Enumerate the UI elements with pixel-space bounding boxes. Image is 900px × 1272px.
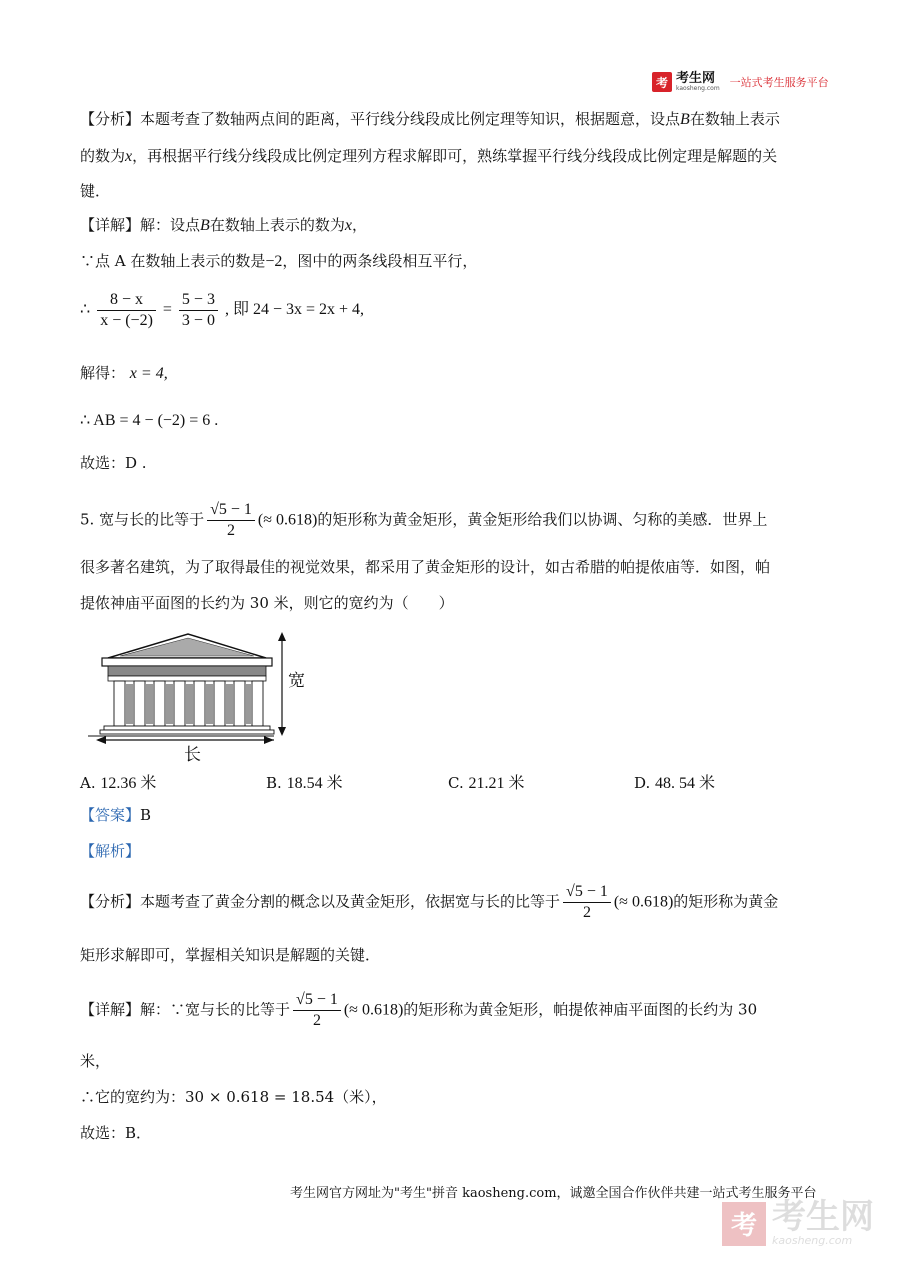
because-tail: ，图中的两条线段相互平行， bbox=[282, 252, 478, 270]
equation-line bbox=[80, 290, 364, 331]
answer-value: B bbox=[140, 806, 152, 824]
golden-fraction-numerator: √5 − 1 bbox=[207, 500, 255, 521]
prev-analysis-line-1 bbox=[80, 108, 780, 131]
solution-detail-line-2: 米， bbox=[80, 1052, 111, 1070]
golden-approx: (≈ 0.618) bbox=[343, 1001, 404, 1019]
because-text: ∵点 A 在数轴上表示的数是 bbox=[80, 252, 266, 270]
solution-analysis-line-2: 矩形求解即可，掌握相关知识是解题的关键． bbox=[80, 946, 381, 964]
footer-text: 考生网官方网址为"考生"拼音 kaosheng.com，诚邀全国合作伙伴共建一站式考生服务平台 bbox=[290, 1186, 817, 1201]
logo-mark-icon: 考 bbox=[652, 72, 672, 92]
solve-value: x = 4, bbox=[129, 365, 168, 382]
solution-analysis-line-1 bbox=[80, 882, 778, 923]
prev-detail-text-c: ， bbox=[351, 216, 367, 234]
option-d[interactable] bbox=[634, 770, 715, 793]
solution-detail-line-1 bbox=[80, 990, 757, 1031]
prev-analysis-text-1: 本题考查了数轴两点间的距离，平行线分线段成比例定理等知识，根据题意，设点 bbox=[140, 110, 681, 128]
watermark-url: kaosheng.com bbox=[772, 1234, 853, 1247]
cornice bbox=[102, 658, 272, 666]
option-value: 18.54 米 bbox=[286, 775, 343, 792]
question-line-1 bbox=[80, 500, 767, 541]
watermark bbox=[722, 1197, 874, 1247]
solution-detail-text-b: 的矩形称为黄金矩形，帕提侬神庙平面图的长约为 30 bbox=[403, 1000, 758, 1019]
solution-analysis-tag: 【分析】 bbox=[80, 892, 141, 911]
option-value: 12.36 米 bbox=[100, 775, 157, 792]
frieze bbox=[108, 666, 266, 676]
fraction-left-denominator: x − (−2) bbox=[100, 312, 153, 329]
golden-approx: (≈ 0.618) bbox=[257, 511, 318, 529]
prev-analysis-line-2 bbox=[80, 145, 777, 168]
prev-detail-text-b: 在数轴上表示的数为 bbox=[209, 216, 345, 234]
watermark-name: 考生网 bbox=[772, 1197, 874, 1237]
golden-fraction-numerator: √5 − 1 bbox=[293, 990, 341, 1011]
option-b[interactable] bbox=[266, 770, 343, 793]
stylobate bbox=[104, 726, 270, 730]
var-b: B bbox=[200, 217, 210, 234]
option-letter: B. bbox=[266, 774, 282, 792]
parthenon-figure bbox=[88, 628, 318, 764]
watermark-logo-icon: 考 bbox=[722, 1202, 766, 1246]
watermark-text-block bbox=[772, 1197, 874, 1247]
because-value: −2 bbox=[265, 253, 283, 270]
prev-analysis-text-2b: ，再根据平行线分线段成比例定理列方程求解即可，熟练掌握平行线分线段成比例定理是解题的关 bbox=[132, 147, 778, 165]
option-letter: D. bbox=[634, 774, 651, 792]
golden-fraction-denominator: 2 bbox=[312, 1012, 321, 1029]
golden-fraction bbox=[563, 882, 611, 923]
prev-analysis-tag: 【分析】 bbox=[80, 110, 141, 128]
header-logo bbox=[652, 72, 829, 92]
solve-label: 解得： bbox=[80, 364, 126, 382]
golden-fraction bbox=[293, 990, 341, 1031]
var-x: x bbox=[125, 148, 133, 165]
solution-analysis-text-a: 本题考查了黄金分割的概念以及黄金矩形，依据宽与长的比等于 bbox=[140, 892, 561, 911]
logo-text-block bbox=[676, 72, 720, 92]
question-line-3: 提侬神庙平面图的长约为 30 米，则它的宽约为（ ） bbox=[80, 594, 454, 612]
fraction-right bbox=[179, 290, 218, 331]
equals-sign: = bbox=[162, 301, 172, 319]
prev-analysis-line-3: 键． bbox=[80, 182, 111, 200]
option-c[interactable] bbox=[448, 770, 525, 793]
option-letter: A. bbox=[80, 774, 96, 792]
fraction-right-numerator: 5 − 3 bbox=[179, 290, 218, 311]
equation-tail: , 即 24 − 3x = 2x + 4, bbox=[224, 301, 365, 319]
fraction-right-denominator: 3 − 0 bbox=[181, 312, 215, 329]
solution-detail-tag: 【详解】 bbox=[80, 1000, 141, 1019]
prev-detail-tag: 【详解】 bbox=[80, 216, 141, 234]
solution-analysis-text-b: 的矩形称为黄金 bbox=[673, 892, 779, 911]
prev-detail-line-1 bbox=[80, 214, 367, 237]
golden-fraction bbox=[207, 500, 255, 541]
answer-line bbox=[80, 804, 151, 826]
prev-analysis-text-1b: 在数轴上表示 bbox=[689, 110, 780, 128]
prev-choice-line: 故选：D . bbox=[80, 454, 147, 472]
golden-fraction-denominator: 2 bbox=[227, 522, 236, 539]
solve-line bbox=[80, 362, 168, 385]
logo-slogan: 一站式考生服务平台 bbox=[729, 76, 829, 89]
fraction-left-numerator: 8 − x bbox=[97, 290, 156, 311]
solution-choice-line: 故选：B． bbox=[80, 1124, 152, 1142]
logo-url: kaosheng.com bbox=[676, 85, 720, 92]
prev-analysis-text-2a: 的数为 bbox=[80, 147, 126, 165]
solution-detail-text-a: 解：∵宽与长的比等于 bbox=[140, 1000, 291, 1019]
solution-calc-line: ∴它的宽约为：30 × 0.618 = 18.54（米）， bbox=[80, 1088, 387, 1106]
width-label: 宽 bbox=[288, 671, 305, 691]
golden-fraction-numerator: √5 − 1 bbox=[563, 882, 611, 903]
golden-approx: (≈ 0.618) bbox=[613, 893, 674, 911]
jiexi-tag: 【解析】 bbox=[80, 842, 141, 860]
option-value: 21.21 米 bbox=[468, 775, 525, 792]
prev-because-line bbox=[80, 250, 477, 273]
question-line-2: 很多著名建筑，为了取得最佳的视觉效果，都采用了黄金矩形的设计，如古希腊的帕提侬庙等．如图，帕 bbox=[80, 558, 771, 576]
question-text-1b: 的矩形称为黄金矩形，黄金矩形给我们以协调、匀称的美感．世界上 bbox=[317, 510, 768, 529]
question-text-1a: 宽与长的比等于 bbox=[99, 510, 205, 529]
length-label: 长 bbox=[184, 745, 201, 765]
golden-fraction-denominator: 2 bbox=[582, 904, 591, 921]
therefore-symbol: ∴ bbox=[80, 301, 91, 319]
var-b: B bbox=[680, 111, 690, 128]
logo-name: 考生网 bbox=[676, 71, 716, 86]
option-value: 48. 54 米 bbox=[655, 775, 716, 792]
option-a[interactable] bbox=[80, 770, 156, 793]
fraction-left bbox=[97, 290, 156, 331]
var-x: x bbox=[344, 217, 352, 234]
option-letter: C. bbox=[448, 774, 464, 792]
question-number: 5. bbox=[80, 510, 95, 529]
answer-tag: 【答案】 bbox=[80, 806, 141, 824]
ab-result-line: ∴ AB = 4 − (−2) = 6 . bbox=[80, 412, 219, 429]
prev-detail-text-a: 解：设点 bbox=[140, 216, 201, 234]
